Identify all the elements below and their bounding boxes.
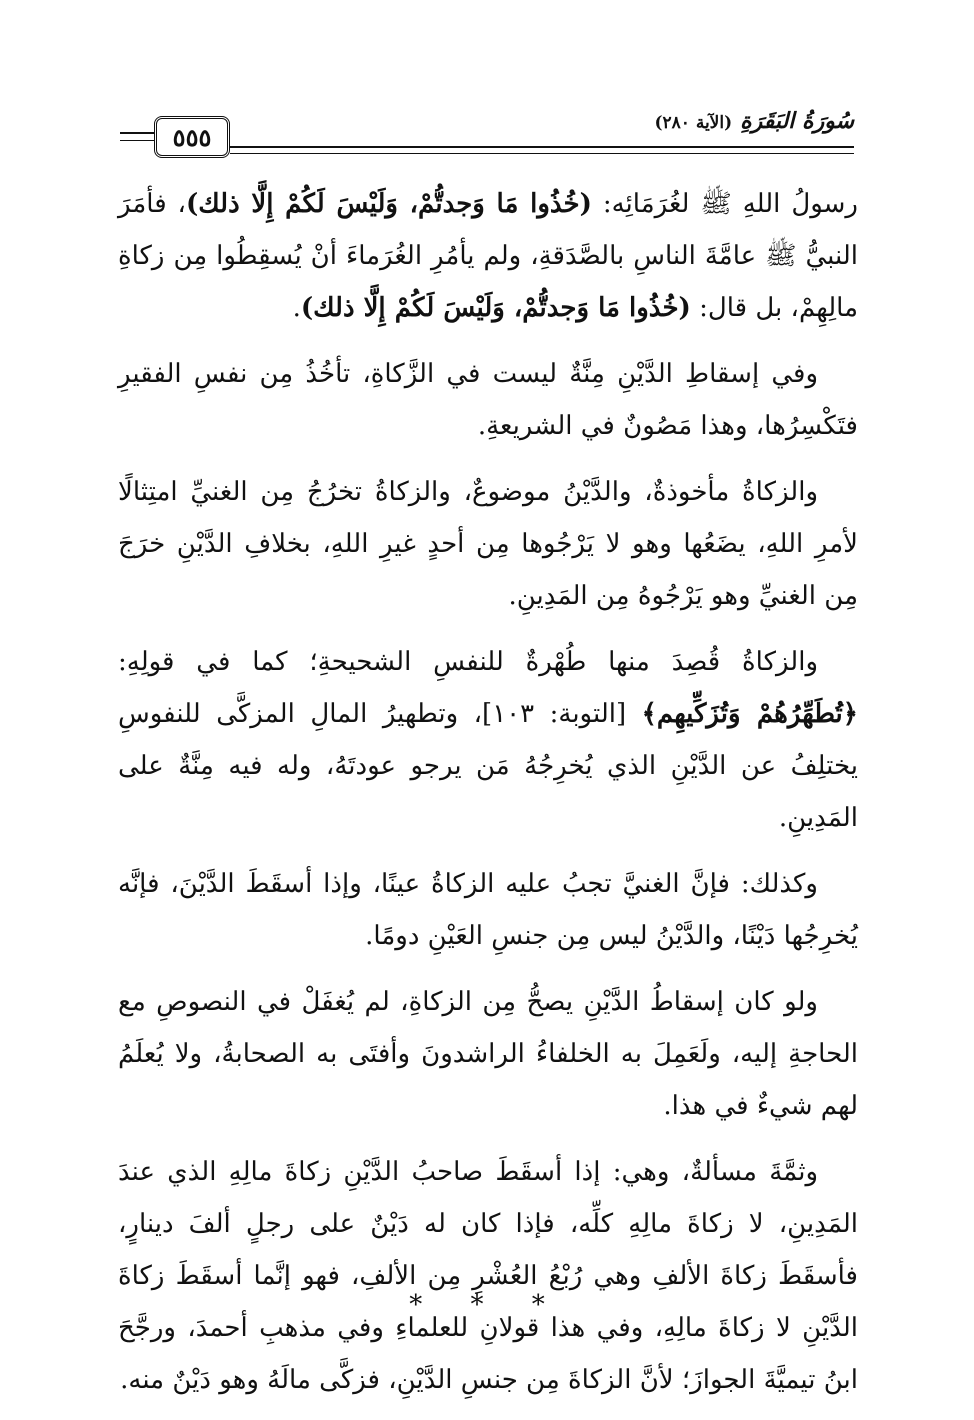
paragraph <box>118 976 858 1132</box>
header-rule-left <box>120 132 154 141</box>
paragraph <box>118 858 858 962</box>
section-divider: * * * <box>409 1290 565 1320</box>
surah-name: سُورَةُ البَقَرَةِ <box>740 108 854 134</box>
text-segment: ولو كان إسقاطُ الدَّيْنِ يصحُّ مِن الزكاةِ، لم يُغفَلْ في النصوصِ مع الحاجةِ إليه، ولَعَمِلَ به الخلفاءُ الراشدونَ وأفتَى به الصحابةُ، ولا يُعلَمُ لهم شيءٌ في هذا. <box>118 987 858 1121</box>
paragraph <box>118 178 858 334</box>
text-segment: والزكاةُ مأخوذةٌ، والدَّيْنُ موضوعٌ، والزكاةُ تخرُجُ مِن الغنيِّ امتِثالًا لأمرِ اللهِ، يضَعُها وهو لا يَرْجُوها مِن أحدٍ غيرِ اللهِ، بخلافِ الدَّيْنِ خرَجَ مِن الغنيِّ وهو يَرْجُوهُ مِن المَدِينِ. <box>118 477 858 611</box>
text-segment: والزكاةُ قُصِدَ منها طُهْرةٌ للنفسِ الشحيحةِ؛ كما في قولِهِ: <box>118 647 818 677</box>
text-segment: وثمَّةَ مسألةٌ، وهي: إذا أسقَطَ صاحبُ الدَّيْنِ زكاةَ مالِهِ الذي عندَ المَدِينِ، لا زكاةَ مالِهِ كلِّه، فإذا كان له دَيْنٌ على رجلٍ ألفَ دينارٍ، فأسقَطَ زكاةَ الألفِ وهي رُبْعُ العُشْرِ مِن الألفِ، فهو إنَّما أسقَطَ زكاةَ الدَّيْنِ لا زكاةَ مالِهِ، وفي هذا قولانِ للعلماءِ وفي مذهبِ أحمدَ، ورجَّحَ ابنُ تيميَّةَ الجوازَ؛ لأنَّ الزكاةَ مِن جنسِ الدَّيْنِ، فزكَّى مالَهُ وهو دَيْنٌ منه. <box>118 1157 858 1395</box>
paragraph <box>118 1146 858 1406</box>
hadith-quote: (خُذُوا مَا وَجدتُّمْ، وَلَيْسَ لَكُمْ إِلَّا ذلك) <box>300 293 691 323</box>
text-segment: وفي إسقاطِ الدَّيْنِ مِنَّةٌ ليست في الزَّكاةِ، تأخُذُ مِن نفسِ الفقيرِ فتَكْسِرُها، وهذا مَصُونٌ في الشريعةِ. <box>118 359 858 441</box>
header-rule-right <box>230 146 854 154</box>
paragraph <box>118 636 858 844</box>
text-segment: وكذلك: فإنَّ الغنيَّ تجبُ عليه الزكاةُ عينًا، وإذا أسقَطَ الدَّيْنَ، فإنَّه يُخرِجُها دَيْنًا، والدَّيْنُ ليس مِن جنسِ العَيْنِ دومًا. <box>118 869 858 951</box>
page-header <box>120 106 854 172</box>
text-segment: رسولُ اللهِ ﷺ لغُرَمَائِه: <box>591 189 858 219</box>
text-segment: . <box>292 293 301 323</box>
paragraph <box>118 348 858 452</box>
hadith-quote: (خُذُوا مَا وَجدتُّمْ، وَلَيْسَ لَكُمْ إِلَّا ذلك) <box>185 189 592 219</box>
page-body <box>118 178 858 1420</box>
running-title <box>654 108 854 134</box>
ayah-reference: (الآية ٢٨٠) <box>654 113 733 133</box>
text-segment: ، فأمَرَ النبيُّ ﷺ عامَّةَ الناسِ بالصَّدَقةِ، ولم يأمُرِ الغُرَماءَ أنْ يُسقِطُوا مِن زكاةِ مالِهِمْ، بل قال: <box>118 189 858 323</box>
paragraph <box>118 466 858 622</box>
text-segment: [التوبة: ١٠٣]، وتطهيرُ المالِ المزكَّى للنفوسِ يختلِفُ عن الدَّيْنِ الذي يُخرِجُهُ مَن يرجو عودتَهُ، وله فيه مِنَّةٌ على المَدِينِ. <box>118 699 858 833</box>
page-number: ٥٥٥ <box>154 116 230 158</box>
quran-verse: ﴿تُطَهِّرُهُمْ وَتُزَكِّيهِم﴾ <box>641 699 858 729</box>
